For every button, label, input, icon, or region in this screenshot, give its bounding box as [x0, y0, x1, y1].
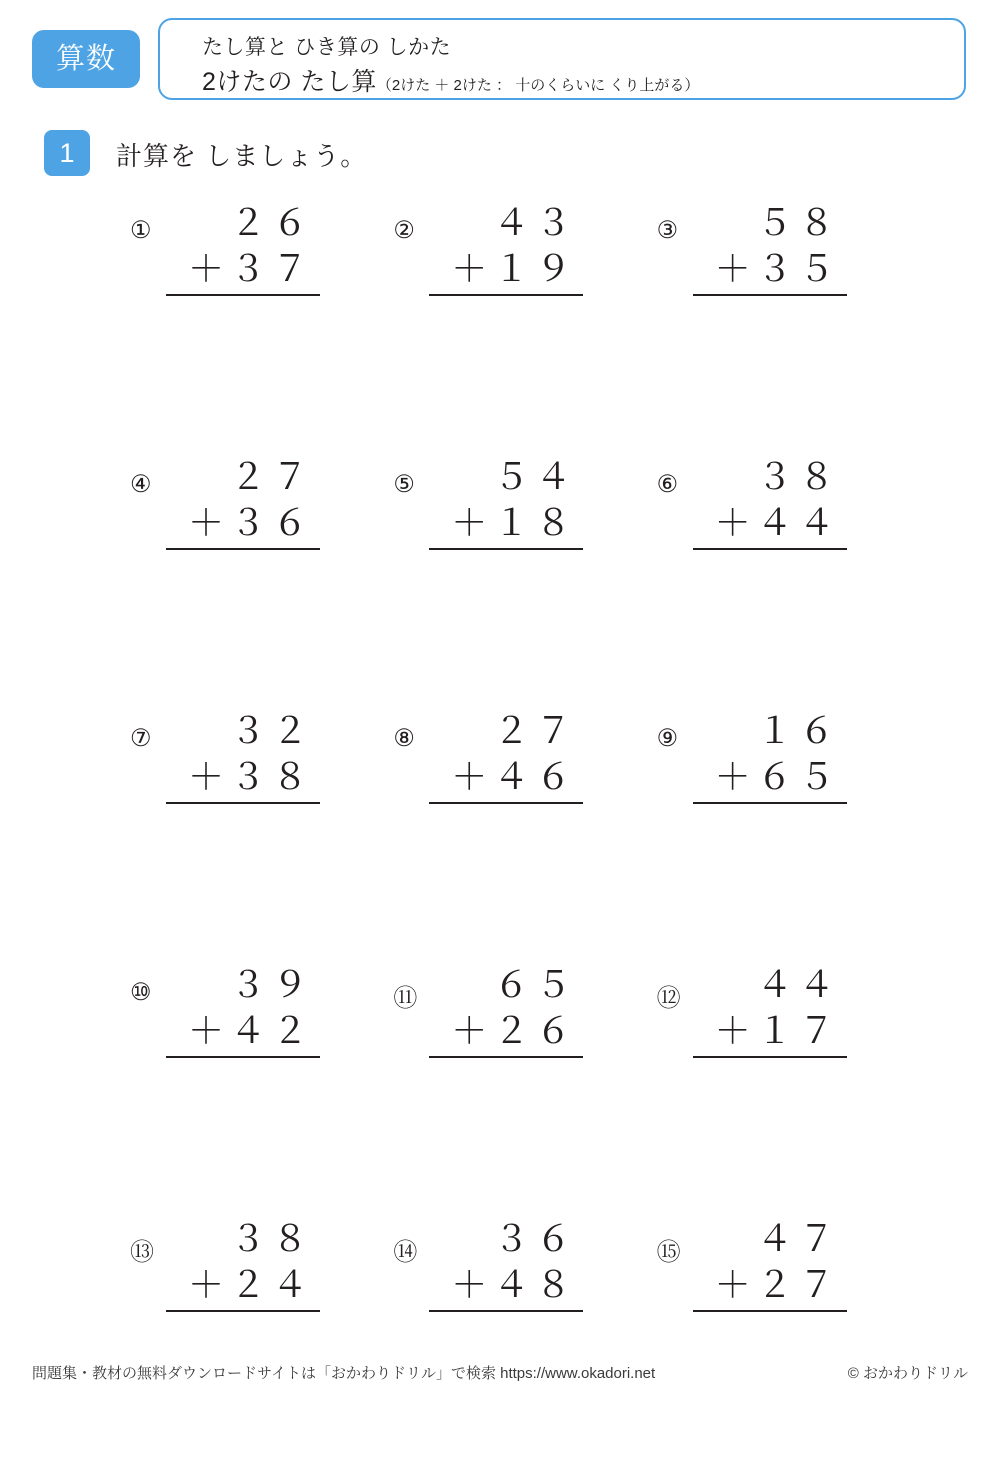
augend: ２６: [229, 202, 314, 243]
vertical-calculation: [693, 454, 847, 596]
problem-index: ④: [130, 471, 152, 498]
addend-line: [429, 1008, 583, 1058]
addend: ２６: [493, 1010, 578, 1051]
addend-line: [166, 500, 320, 550]
instruction-block: [44, 130, 944, 178]
plus-operator: ＋: [451, 502, 494, 543]
vertical-calculation: [693, 962, 847, 1104]
augend: ６５: [493, 964, 578, 1005]
problem-index: ②: [393, 217, 415, 244]
augend: ４３: [493, 202, 578, 243]
plus-operator: ＋: [187, 248, 230, 289]
augend: ５４: [493, 456, 578, 497]
vertical-calculation: [429, 708, 583, 850]
title-parenthetical: （2けた ＋ 2けた ： 十のくらいに くり上がる）: [376, 77, 700, 94]
problem-item: [110, 1216, 373, 1470]
title-box: [158, 18, 966, 100]
plus-operator: ＋: [187, 756, 230, 797]
footer-copyright: © おかわりドリル: [847, 1365, 968, 1382]
addend-line: [693, 246, 847, 296]
problem-index: ①: [130, 217, 152, 244]
addend-line: [693, 754, 847, 804]
vertical-calculation: [166, 708, 320, 850]
worksheet-header: [32, 18, 968, 102]
problem-item: [637, 708, 900, 962]
problem-item: [110, 200, 373, 454]
title-line-1: たし算と ひき算の しかた: [202, 36, 452, 59]
plus-operator: ＋: [451, 756, 494, 797]
addend: ３７: [229, 248, 314, 289]
instruction-text: 計算を しましょう。: [116, 141, 368, 171]
subject-badge: 算数: [32, 30, 140, 88]
addend: ２７: [756, 1264, 841, 1305]
problem-index: ⑩: [130, 979, 152, 1006]
problem-index: ⑭: [393, 1239, 418, 1266]
vertical-calculation: [429, 962, 583, 1104]
addend: ４２: [229, 1010, 314, 1051]
problem-item: [373, 200, 636, 454]
plus-operator: ＋: [714, 248, 757, 289]
plus-operator: ＋: [451, 1010, 494, 1051]
problem-item: [110, 708, 373, 962]
problem-row: [110, 708, 900, 962]
answer-blank[interactable]: [429, 804, 583, 850]
addend: １７: [756, 1010, 841, 1051]
vertical-calculation: [429, 200, 583, 342]
addend: １８: [493, 502, 578, 543]
augend: ４４: [756, 964, 841, 1005]
answer-blank[interactable]: [166, 1058, 320, 1104]
problem-index: ⑫: [656, 985, 681, 1012]
addend-line: [429, 754, 583, 804]
addend-line: [693, 500, 847, 550]
section-number-badge: 1: [44, 130, 90, 176]
problem-item: [637, 1216, 900, 1470]
answer-blank[interactable]: [429, 1312, 583, 1358]
problem-item: [373, 708, 636, 962]
plus-operator: ＋: [451, 1264, 494, 1305]
addend-line: [693, 1262, 847, 1312]
augend: ３２: [229, 710, 314, 751]
addend-line: [166, 246, 320, 296]
answer-blank[interactable]: [693, 1312, 847, 1358]
addend: ３５: [756, 248, 841, 289]
addend-line: [166, 754, 320, 804]
addend-line: [693, 1008, 847, 1058]
answer-blank[interactable]: [693, 550, 847, 596]
problem-index: ⑬: [130, 1239, 154, 1266]
vertical-calculation: [693, 200, 847, 342]
problem-item: [637, 200, 900, 454]
vertical-calculation: [693, 708, 847, 850]
addend: ６５: [756, 756, 841, 797]
addend: ３６: [229, 502, 314, 543]
problem-index: ⑦: [130, 725, 152, 752]
plus-operator: ＋: [714, 1264, 757, 1305]
addend: ４４: [756, 502, 841, 543]
problem-row: [110, 200, 900, 454]
addend-line: [429, 500, 583, 550]
problem-index: ⑥: [656, 471, 679, 498]
addend: １９: [493, 248, 578, 289]
problem-index: ③: [656, 217, 679, 244]
plus-operator: ＋: [451, 248, 494, 289]
title-line-2: [202, 62, 699, 98]
answer-blank[interactable]: [166, 1312, 320, 1358]
problem-index: ⑤: [393, 471, 415, 498]
augend: ３６: [493, 1218, 578, 1259]
vertical-calculation: [166, 962, 320, 1104]
answer-blank[interactable]: [166, 804, 320, 850]
vertical-calculation: [429, 1216, 583, 1358]
augend: ３８: [229, 1218, 314, 1259]
addend: ４６: [493, 756, 578, 797]
problem-item: [637, 962, 900, 1216]
answer-blank[interactable]: [693, 1058, 847, 1104]
augend: ３８: [756, 456, 841, 497]
augend: ２７: [493, 710, 578, 751]
answer-blank[interactable]: [429, 296, 583, 342]
plus-operator: ＋: [187, 1264, 230, 1305]
addend: ２４: [229, 1264, 314, 1305]
plus-operator: ＋: [187, 1010, 230, 1051]
vertical-calculation: [693, 1216, 847, 1358]
problem-index: ⑧: [393, 725, 415, 752]
problem-item: [373, 454, 636, 708]
title-main: 2けたの たし算: [202, 68, 377, 96]
vertical-calculation: [166, 1216, 320, 1358]
answer-blank[interactable]: [429, 550, 583, 596]
problem-item: [373, 962, 636, 1216]
addend: ３８: [229, 756, 314, 797]
addend-line: [166, 1008, 320, 1058]
plus-operator: ＋: [714, 756, 757, 797]
plus-operator: ＋: [714, 502, 757, 543]
augend: ３９: [229, 964, 314, 1005]
plus-operator: ＋: [187, 502, 230, 543]
footer-site-note: 問題集・教材の無料ダウンロードサイトは「おかわりドリル」で検索 https://www.okadori.net: [32, 1365, 656, 1382]
problem-item: [110, 454, 373, 708]
vertical-calculation: [166, 454, 320, 596]
problem-item: [373, 1216, 636, 1470]
problem-item: [637, 454, 900, 708]
addend-line: [429, 246, 583, 296]
augend: ４７: [756, 1218, 841, 1259]
problem-row: [110, 454, 900, 708]
augend: ５８: [756, 202, 841, 243]
problem-index: ⑪: [393, 985, 418, 1012]
addend: ４８: [493, 1264, 578, 1305]
problem-grid: [110, 200, 900, 1470]
plus-operator: ＋: [714, 1010, 757, 1051]
answer-blank[interactable]: [693, 804, 847, 850]
answer-blank[interactable]: [166, 296, 320, 342]
augend: ２７: [229, 456, 314, 497]
answer-blank[interactable]: [166, 550, 320, 596]
vertical-calculation: [166, 200, 320, 342]
answer-blank[interactable]: [429, 1058, 583, 1104]
problem-index: ⑨: [656, 725, 679, 752]
vertical-calculation: [429, 454, 583, 596]
problem-row: [110, 1216, 900, 1470]
addend-line: [429, 1262, 583, 1312]
problem-row: [110, 962, 900, 1216]
problem-item: [110, 962, 373, 1216]
problem-index: ⑮: [656, 1239, 681, 1266]
answer-blank[interactable]: [693, 296, 847, 342]
addend-line: [166, 1262, 320, 1312]
augend: １６: [756, 710, 841, 751]
